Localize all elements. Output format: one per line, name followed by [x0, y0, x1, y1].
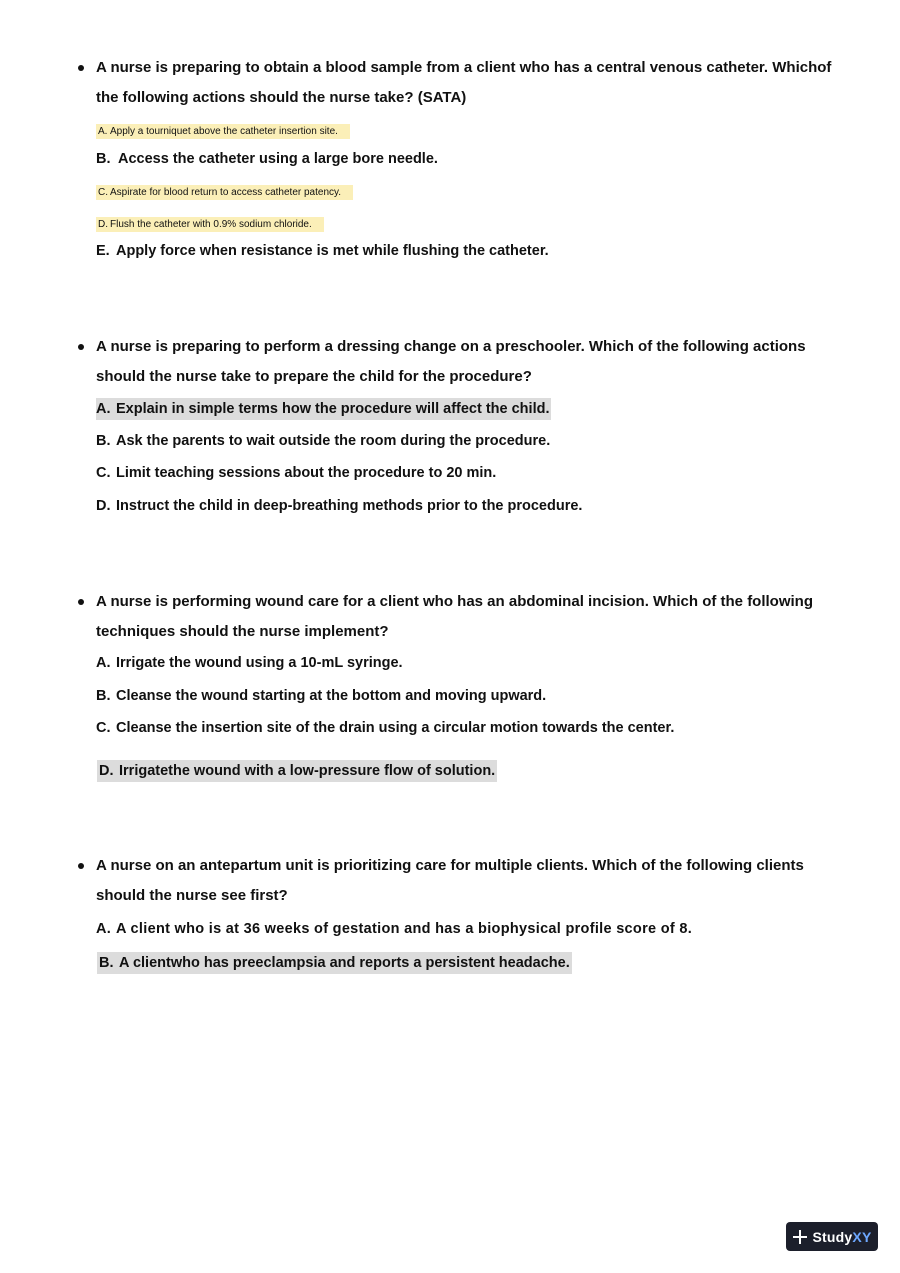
answer-option: D. Instruct the child in deep-breathing methods prior to the procedure.: [96, 498, 583, 514]
bullet-icon: [78, 863, 84, 869]
answer-option: A. Irrigate the wound using a 10-mL syringe.: [96, 655, 403, 671]
answer-option: B. A clientwho has preeclampsia and reports a persistent headache.: [97, 952, 572, 974]
brand-name: StudyXY: [812, 1228, 872, 1245]
answer-option: A. A client who is at 36 weeks of gestation and has a biophysical profile score of 8.: [96, 921, 693, 937]
plus-icon: [793, 1230, 807, 1244]
answer-option: E. Apply force when resistance is met while flushing the catheter.: [96, 243, 549, 259]
answer-option: A. Explain in simple terms how the procedure will affect the child.: [96, 398, 551, 420]
answer-option: B. Ask the parents to wait outside the room during the procedure.: [96, 433, 551, 449]
answer-option: B. Access the catheter using a large bore needle.: [96, 151, 438, 167]
answer-option: D. Irrigatethe wound with a low-pressure flow of solution.: [97, 760, 497, 782]
answer-option: D. Flush the catheter with 0.9% sodium chloride.: [96, 217, 324, 232]
answer-option: C. Limit teaching sessions about the procedure to 20 min.: [96, 465, 497, 481]
bullet-icon: [78, 65, 84, 71]
question-stem: A nurse is preparing to obtain a blood sample from a client who has a central venous catheter. Whichof the following actions should the nurse take? (SATA): [96, 59, 832, 106]
answer-option: C. Aspirate for blood return to access catheter patency.: [96, 185, 353, 200]
question-stem: A nurse is performing wound care for a client who has an abdominal incision. Which of the following techniques should the nurse implement?: [96, 593, 814, 640]
studyxy-logo[interactable]: [786, 1222, 878, 1251]
answer-option: C. Cleanse the insertion site of the drain using a circular motion towards the center.: [96, 720, 675, 736]
question-stem: A nurse is preparing to perform a dressing change on a preschooler. Which of the following actions should the nurse take to prepare the child for the procedure?: [96, 338, 806, 385]
bullet-icon: [78, 599, 84, 605]
answer-option: B. Cleanse the wound starting at the bottom and moving upward.: [96, 688, 547, 704]
bullet-icon: [78, 344, 84, 350]
question-stem: A nurse on an antepartum unit is prioritizing care for multiple clients. Which of the following clients should the nurse see first?: [96, 857, 804, 904]
answer-option: A. Apply a tourniquet above the catheter insertion site.: [96, 124, 350, 139]
